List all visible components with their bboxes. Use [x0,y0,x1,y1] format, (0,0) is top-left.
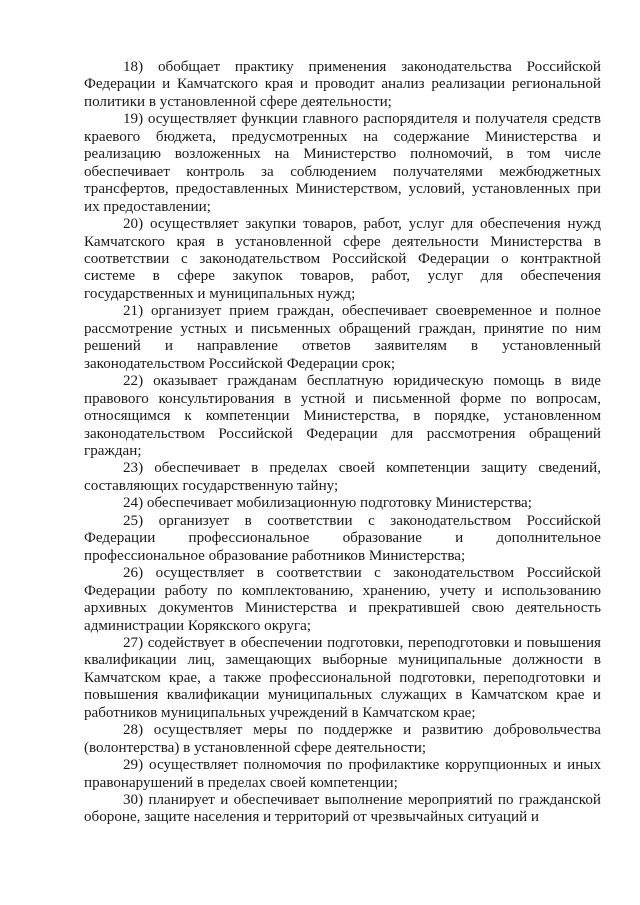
item-text: содействует в обеспечении подготовки, переподготовки и повышения квалификации лиц, замещающих выборные муниципальные должности в Камчатском крае, а также профессиональной подготовки, переподготовки и повышения квалификации муниципальных служащих в Камчатском крае и работников муниципальных учреждений в Камчатском крае; [84,634,601,721]
list-item-23 [84,460,601,495]
list-item-30 [84,792,601,827]
list-item-21 [84,303,601,373]
item-number: 20) [123,216,144,233]
list-item-25 [84,513,601,565]
item-text: осуществляет закупки товаров, работ, услуг для обеспечения нужд Камчатского края в установленной сфере деятельности Министерства в соответствии с законодательством Российской Федерации о контрактной системе в сфере закупок товаров, работ, услуг для обеспечения государственных и муниципальных нужд; [84,216,601,302]
item-number: 23) [123,460,144,477]
list-item-19 [84,111,601,216]
item-number: 27) [123,634,144,651]
item-number: 26) [123,565,144,582]
list-item-22 [84,373,601,460]
item-number: 30) [123,792,144,809]
item-text: обеспечивает в пределах своей компетенции защиту сведений, составляющих государственную тайну; [84,460,601,494]
item-text: осуществляет в соответствии с законодательством Российской Федерации работу по комплектованию, хранению, учету и использованию архивных документов Министерства и прекратившей свою деятельность администрации Корякского округа; [84,565,601,634]
document-page [84,59,601,827]
item-text: организует прием граждан, обеспечивает своевременное и полное рассмотрение устных и письменных обращений граждан, принятие по ним решений и направление ответов заявителям в установленный законодательством Российской Федерации срок; [84,303,601,372]
list-item-18 [84,59,601,111]
list-item-27 [84,635,601,722]
item-text: осуществляет функции главного распорядителя и получателя средств краевого бюджета, предусмотренных на содержание Министерства и реализацию возложенных на Министерство полномочий, в том числе обеспечивает контроль за соблюдением получателями межбюджетных трансфертов, предоставленных Министерством, условий, установленных при их предоставлении; [84,111,601,215]
item-text: планирует и обеспечивает выполнение мероприятий по гражданской обороне, защите населения и территорий от чрезвычайных ситуаций и [84,792,601,826]
item-number: 24) [123,495,144,512]
list-item-26 [84,565,601,635]
item-text: осуществляет меры по поддержке и развитию добровольчества (волонтерства) в установленной сфере деятельности; [84,722,601,756]
item-text: организует в соответствии с законодательством Российской Федерации профессиональное образование и дополнительное профессиональное образование работников Министерства; [84,512,601,564]
item-text: осуществляет полномочия по профилактике коррупционных и иных правонарушений в пределах своей компетенции; [84,757,601,791]
list-item-24 [84,495,601,512]
list-item-29 [84,757,601,792]
item-text: оказывает гражданам бесплатную юридическую помощь в виде правового консультирования в устной и письменной форме по вопросам, относящимся к компетенции Министерства, в порядке, установленном законодательством Российской Федерации для рассмотрения обращений граждан; [84,373,601,459]
item-number: 29) [123,757,144,774]
item-number: 18) [123,59,144,75]
item-text: обеспечивает мобилизационную подготовку Министерства; [146,495,532,512]
item-text: обобщает практику применения законодательства Российской Федерации и Камчатского края и проводит анализ реализации региональной политики в установленной сфере деятельности; [84,59,601,110]
list-item-28 [84,722,601,757]
item-number: 19) [123,111,144,128]
item-number: 22) [123,373,144,390]
list-item-20 [84,216,601,303]
item-number: 21) [123,303,144,320]
item-number: 25) [123,512,144,529]
item-number: 28) [123,722,144,739]
